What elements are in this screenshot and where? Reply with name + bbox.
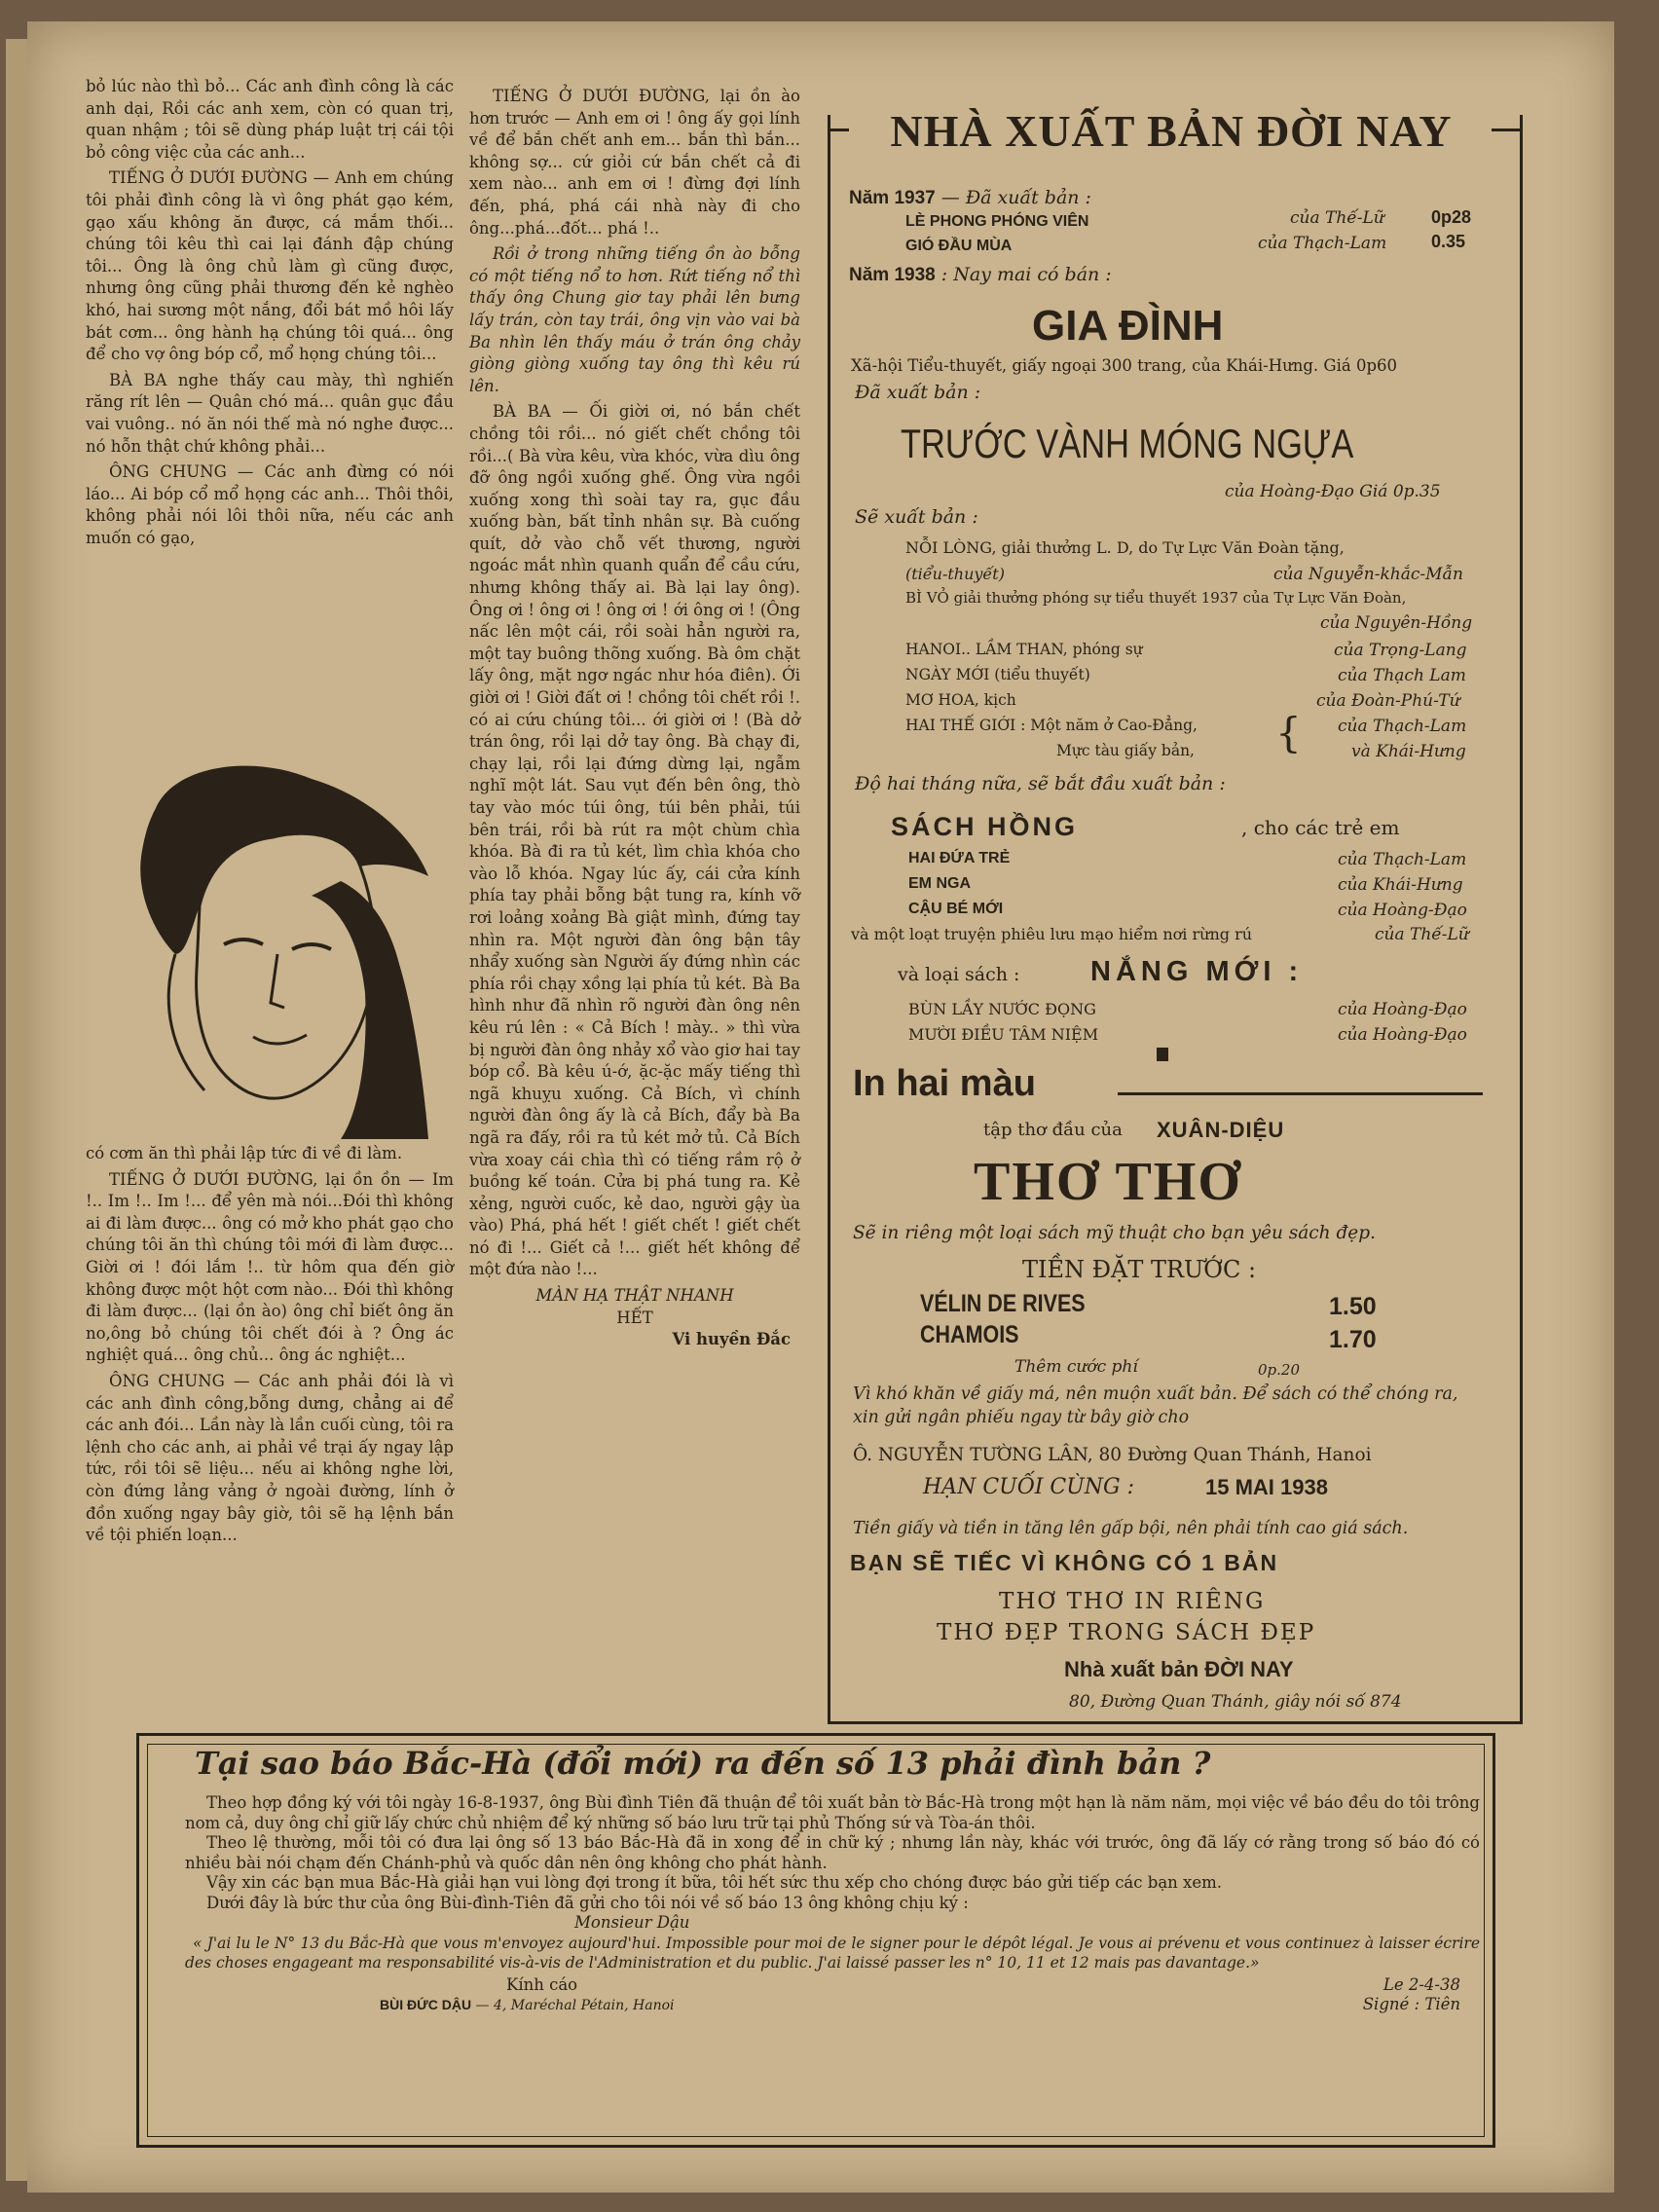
and-type-label: và loại sách : <box>898 964 1020 985</box>
gia-dinh-title: GIA ĐÌNH <box>1032 302 1224 350</box>
nang-moi-author: của Hoàng-Đạo <box>1338 1000 1467 1019</box>
publisher-address: 80, Đường Quan Thánh, giây nói số 874 <box>1069 1692 1402 1712</box>
left-column-top <box>86 76 454 553</box>
upcoming-book: Mực tàu giấy bản, <box>1056 742 1195 759</box>
year-1938: Năm 1938 : Nay mai có bán : <box>849 264 1112 285</box>
in-hai-mau: In hai màu <box>853 1063 1036 1104</box>
two-months-label: Độ hai tháng nữa, sẽ bắt đầu xuất bản : <box>855 773 1226 794</box>
sach-hong-author: của Hoàng-Đạo <box>1338 901 1467 920</box>
tho-dep-line: THƠ ĐẸP TRONG SÁCH ĐẸP <box>937 1620 1316 1645</box>
upcoming-label: Sẽ xuất bản : <box>855 506 978 528</box>
upcoming-book: NGÀY MỚI (tiểu thuyết) <box>905 666 1090 683</box>
signed-by: Signé : Tiên <box>1362 1995 1460 2013</box>
portrait-illustration <box>117 759 438 1139</box>
book-price: 0.35 <box>1431 232 1466 251</box>
paragraph: TIẾNG Ở DƯỚI ĐƯỜNG, lại ồn ồn — Im !.. Im !.. Im !... để yên mà nói...Đói thì không ai đi làm được... ông có mở kho phát gạo cho chúng tôi ăn thì chúng tôi mới đi làm được... Giời ơi ! đói lắm !.. từ hôm qua đến giờ không được một hột cơm nào... Đói thì không đi làm được... (lại ồn ào) ông chỉ biết ông ăn no,ông bỏ chúng tôi chết đói à ? Ông ác nghiệt quá... ông chủ... ông ác nghiệt... <box>86 1169 454 1365</box>
upcoming-author: của Trọng-Lang <box>1334 641 1467 660</box>
ornament-square <box>1157 1048 1168 1061</box>
chamois-label: CHAMOIS <box>920 1321 1019 1348</box>
nang-moi-book: MƯỜI ĐIỀU TÂM NIỆM <box>908 1025 1099 1044</box>
truoc-vanh-author: của Hoàng-Đạo Giá 0p.35 <box>1225 482 1441 501</box>
upcoming-book: BÌ VỎ giải thưởng phóng sự tiểu thuyết 1937 của Tự Lực Văn Đoàn, <box>905 589 1407 607</box>
sach-hong-book: HAI ĐỨA TRẺ <box>908 850 1011 866</box>
paragraph: có cơm ăn thì phải lập tức đi về đi làm. <box>86 1144 403 1162</box>
ad-top-rule <box>828 129 849 131</box>
contact-address: Ô. NGUYỄN TƯỜNG LÂN, 80 Đường Quan Thánh, Hanoi <box>853 1445 1372 1465</box>
sach-hong-author: của Thế-Lữ <box>1375 925 1469 944</box>
end-note: MÀN HẠ THẬT NHANH <box>535 1286 734 1306</box>
paragraph: ÔNG CHUNG — Các anh phải đói là vì các anh đình công,bỗng dưng, chẳng ai để các anh đói... Lần này là lần cuối cùng, tôi ra lệnh cho các anh, ai phải về trại ấy ngay lập tức, rồi tôi sẽ liệu... nếu ai không nghe lời, còn đứng lảng vảng ở ngoài đường, lính ở đồn xuống ngay bây giờ, tôi sẽ hạ lệnh bắn về tội phiến loạn... <box>86 1371 454 1545</box>
sach-hong-title: SÁCH HỒNG <box>891 812 1079 841</box>
book-price: 0p28 <box>1431 207 1472 227</box>
price-note: Tiền giấy và tiền in tăng lên gấp bội, nên phải tính cao giá sách. <box>853 1519 1409 1538</box>
salutation: Monsieur Dậu <box>574 1913 690 1932</box>
notice-body <box>185 1793 1480 2016</box>
ad-top-rule <box>1492 129 1520 131</box>
paragraph: ÔNG CHUNG — Các anh đừng có nói láo... Ai bóp cổ mổ họng các anh... Thôi thôi, không phải nói lôi thôi nữa, nếu các anh muốn có gạo, <box>86 462 454 547</box>
published-label: Đã xuất bản : <box>855 382 981 403</box>
truoc-vanh-title: TRƯỚC VÀNH MÓNG NGỰA <box>901 421 1354 466</box>
upcoming-book: NỖI LÒNG, giải thưởng L. D, do Tự Lực Văn Đoàn tặng, <box>905 538 1345 557</box>
sach-hong-book: CẬU BÉ MỚI <box>908 901 1004 917</box>
special-print: Sẽ in riêng một loại sách mỹ thuật cho bạn yêu sách đẹp. <box>853 1223 1376 1243</box>
chamois-price: 1.70 <box>1329 1326 1377 1353</box>
advance-label: TIỀN ĐẶT TRƯỚC : <box>1022 1256 1257 1283</box>
kinh-cao: Kính cáo <box>506 1974 578 1994</box>
gia-dinh-desc: Xã-hội Tiểu-thuyết, giấy ngoại 300 trang, của Khái-Hưng. Giá 0p60 <box>851 356 1398 375</box>
sach-hong-book: và một loạt truyện phiêu lưu mạo hiểm nơi rừng rú <box>851 925 1253 943</box>
paragraph: Theo hợp đồng ký với tôi ngày 16-8-1937, ông Bùi đình Tiên đã thuận để tôi xuất bản tờ Bắc-Hà trong một hạn là năm năm, mọi việc về báo đều do tôi trông nom cả, duy ông chỉ giữ lấy chức chủ nhiệm để ký những số báo lưu trữ tại phủ Thống sứ và Tòa-án thôi. <box>185 1793 1480 1832</box>
nang-moi-book: BÙN LẦY NƯỚC ĐỌNG <box>908 1000 1096 1018</box>
deadline-label: HẠN CUỐI CÙNG : <box>923 1475 1135 1499</box>
upcoming-book: HAI THẾ GIỚI : Một năm ở Cao-Đẳng, <box>905 717 1198 734</box>
publisher-name: Nhà xuất bản ĐỜI NAY <box>1064 1657 1294 1681</box>
paragraph: BÀ BA — Ối giời ơi, nó bắn chết chồng tôi rồi... nó giết chết chồng tôi rồi...( Bà vừa kêu, vừa khóc, vừa dìu ông đỡ ông ngồi xuống ghế. Ông vừa ngồi xuống xong thì soài tay ra, gục đầu xuống bàn, bất tỉnh nhân sự. Bà cuống quít, dở vào chỗ vết thương, người ngoác mắt nhìn quanh quẩn để cầu cứu, nhưng không thấy ai. Bà lại lay ông). Ông ơi ! ông ơi ! ông ơi ! ới ông ơi ! (Ông nấc lên một cái, rồi soài hẳn người ra, một tay buông thõng xuống. Bà ôm chặt lấy ông, mặt ngơ ngác như hóa điên). Ới giời ơi ! Giời đất ơi ! chồng tôi chết rồi !. có ai cứu chúng tôi... ới giời ơi ! (Bà dở trán ông, rồi lại dở tay ông. Bà chạy đi, chạy lại, rồi lại đứng dừng lại, ngẫm nghĩ một lát. Sau vụt đến bên ông, thò tay vào móc túi ông, túi bên phải, túi bên trái, rồi bà rút ra một chùm chìa khóa. Bà đi ra tủ két, lìm chìa khóa cho vào lỗ khóa. Ngay lúc ấy, cái cửa kính phía tay phải bỗng bật tung ra, kính vỡ rơi loảng xoảng Bà giật mình, đứng tay nhìn ra. Một người đàn ông bận tây nhẩy xuống sàn Người ấy đứng nhìn các phía rồi chạy xồng lại phía tủ két. Bà Ba hình như đã nhìn rõ người đàn ông nên kêu rú lên : « Cả Bích ! mày.. » thì vừa bị người đàn ông nhảy xổ vào giơ hai tay bóp cổ. Bà kêu ú-ớ, ặc-ặc mấy tiếng thì ngã khuỵu xuống. Cả Bích, vì chính người đàn ông ấy là cả Bích, đẩy bà Ba ngã ra đấy, rồi ra tủ két mở tủ. Cả Bích vừa xoay cái chìa thì có tiếng rầm rộ ở buồng kế toán. Cửa bị phá tung ra. Kẻ xẻng, người cuốc, kẻ dao, người gậy ùa vào) Phá, phá hết ! giết chết ! giết chết nó đi !... Giết cả !... giết hết không để một đứa nào !... <box>469 402 800 1279</box>
author: Vi huyền Đắc <box>672 1330 791 1349</box>
nang-moi-title: NẮNG MỚI : <box>1090 956 1304 987</box>
upcoming-author: và Khái-Hưng <box>1351 742 1466 761</box>
sach-hong-author: của Thạch-Lam <box>1338 850 1467 869</box>
hard-times-note: Vì khó khăn về giấy má, nên muộn xuất bản. Để sách có thể chóng ra, xin gửi ngân phiếu ngay từ bây giờ cho <box>853 1384 1458 1427</box>
upcoming-book: MƠ HOA, kịch <box>905 691 1016 709</box>
stage-direction: Rồi ở trong những tiếng ồn ào bỗng có một tiếng nổ to hơn. Rứt tiếng nổ thì thấy ông Chung giơ tay phải lên bưng lấy trán, còn tay trái, ông vịn vào vai bà Ba nhìn lên thấy máu ở trán ông chảy giòng giòng xuống tay ông thì kêu rú lên. <box>469 244 800 395</box>
end-word: HẾT <box>616 1308 653 1327</box>
paragraph: bỏ lúc nào thì bỏ... Các anh đình công là các anh dại, Rồi các anh xem, còn có quan trị, quan nhậm ; tôi sẽ dùng pháp luật trị cái tội bỏ công việc của các anh... <box>86 77 454 162</box>
ad-title: NHÀ XUẤT BẢN ĐỜI NAY <box>890 106 1453 156</box>
book-author: của Thế-Lữ <box>1290 208 1384 228</box>
upcoming-author: của Đoàn-Phú-Tứ <box>1316 691 1460 711</box>
book-title: GIÓ ĐẦU MÙA <box>905 238 1013 254</box>
divider-rule <box>1118 1092 1483 1095</box>
paragraph: Theo lệ thường, mỗi tôi có đưa lại ông số 13 báo Bắc-Hà đã in xong để in chữ ký ; nhưng lần này, khác với trước, ông đã lấy cớ rằng trong số báo đó có nhiều bài nói chạm đến Chánh-phủ và quốc dân nên ông không cho phát hành. <box>185 1833 1480 1872</box>
book-title: LÈ PHONG PHÓNG VIÊN <box>905 213 1089 230</box>
upcoming-author: của Nguyên-Hồng <box>1320 613 1473 633</box>
notice-title: Tại sao báo Bắc-Hà (đổi mới) ra đến số 13 phải đình bản ? <box>195 1745 1211 1782</box>
velin-price: 1.50 <box>1329 1293 1377 1320</box>
paragraph: Dưới đây là bức thư của ông Bùi-đình-Tiên đã gửi cho tôi nói về số báo 13 ông không chịu ký : <box>206 1893 969 1912</box>
paragraph: BÀ BA nghe thấy cau mày, thì nghiến răng rít lên — Quân chó má... quân gục đầu vai vuông.. nó ăn nói thế mà nó nghe được... nó hỗn thật chứ không phải... <box>86 370 454 456</box>
brace-glyph: { <box>1275 709 1302 756</box>
postage-price: 0p.20 <box>1258 1361 1301 1379</box>
sach-hong-for: , cho các trẻ em <box>1241 816 1400 839</box>
sach-hong-author: của Khái-Hưng <box>1338 875 1463 895</box>
upcoming-author: của Nguyễn-khắc-Mẫn <box>1273 565 1463 584</box>
velin-label: VÉLIN DE RIVES <box>920 1290 1086 1317</box>
quoted-letter: « J'ai lu le N° 13 du Bắc-Hà que vous m'envoyez aujourd'hui. Impossible pour moi de le signer pour le dépôt légal. Je vous ai prévenu et vous continuez à laisser écrire des choses engageant ma responsabilité vis-à-vis de l'Administration et du public. J'ai laissé passer les n° 10, 11 et 12 mais pas davantage.» <box>185 1934 1480 1972</box>
sender-address: — 4, Maréchal Pétain, Hanoi <box>475 1998 675 2013</box>
tho-tho-title: THƠ THƠ <box>974 1152 1242 1212</box>
upcoming-author: của Thạch-Lam <box>1338 717 1467 736</box>
upcoming-author: của Thạch Lam <box>1338 666 1466 685</box>
tho-tho-rieng: THƠ THƠ IN RIÊNG <box>999 1589 1266 1614</box>
nang-moi-author: của Hoàng-Đạo <box>1338 1025 1467 1045</box>
year-1937: Năm 1937 — Đã xuất bản : <box>849 187 1091 208</box>
first-poetry-label: tập thơ đầu của <box>983 1120 1123 1140</box>
left-column-bottom <box>86 1143 454 1551</box>
paragraph: TIẾNG Ở DƯỚI ĐƯỜNG, lại ồn ào hơn trước — Anh em ơi ! ông ấy gọi lính về để bắn chết anh em... bắn thì bắn... không sợ... cứ giỏi cứ bắn chết cả đi xem nào... anh em ơi ! đừng đợi lính đến, phá, phá cái nhà này đi cho ông...phá...đốt... phá !.. <box>469 87 800 238</box>
postage-label: Thêm cước phí <box>1014 1357 1138 1377</box>
upcoming-book: HANOI.. LẦM THAN, phóng sự <box>905 641 1143 658</box>
regret-line: BẠN SẼ TIẾC VÌ KHÔNG CÓ 1 BẢN <box>850 1550 1279 1575</box>
paragraph: TIẾNG Ở DƯỚI ĐƯỜNG — Anh em chúng tôi phải đình công là vì ông phát gạo kém, gạo xấu không ăn được, cá mắm thối... chúng tôi kêu thì cai lại đánh đập chúng tôi... Ông là ông chủ làm gì cũng được, nhưng ông cũng phải thương đến kẻ nghèo khó, hai sương một nắng, đổi bát mồ hôi lấy bát cơm... ông hành hạ chúng tôi quá... ông để cho vợ ông bóp cổ, mổ họng chúng tôi... <box>86 168 454 364</box>
deadline-date: 15 MAI 1938 <box>1205 1475 1328 1499</box>
letter-date: Le 2-4-38 <box>1382 1974 1460 1994</box>
paragraph: Vậy xin các bạn mua Bắc-Hà giải hạn vui lòng đợi trong ít bữa, tôi hết sức thu xếp cho chóng được báo gửi tiếp các bạn xem. <box>206 1873 1222 1892</box>
middle-column <box>469 86 800 1351</box>
sender-name: BÙI ĐỨC DẬU <box>380 1997 472 2012</box>
upcoming-book: (tiểu-thuyết) <box>905 565 1005 583</box>
book-author: của Thạch-Lam <box>1258 234 1387 253</box>
xuan-dieu-name: XUÂN-DIỆU <box>1157 1118 1285 1142</box>
sach-hong-book: EM NGA <box>908 875 971 892</box>
